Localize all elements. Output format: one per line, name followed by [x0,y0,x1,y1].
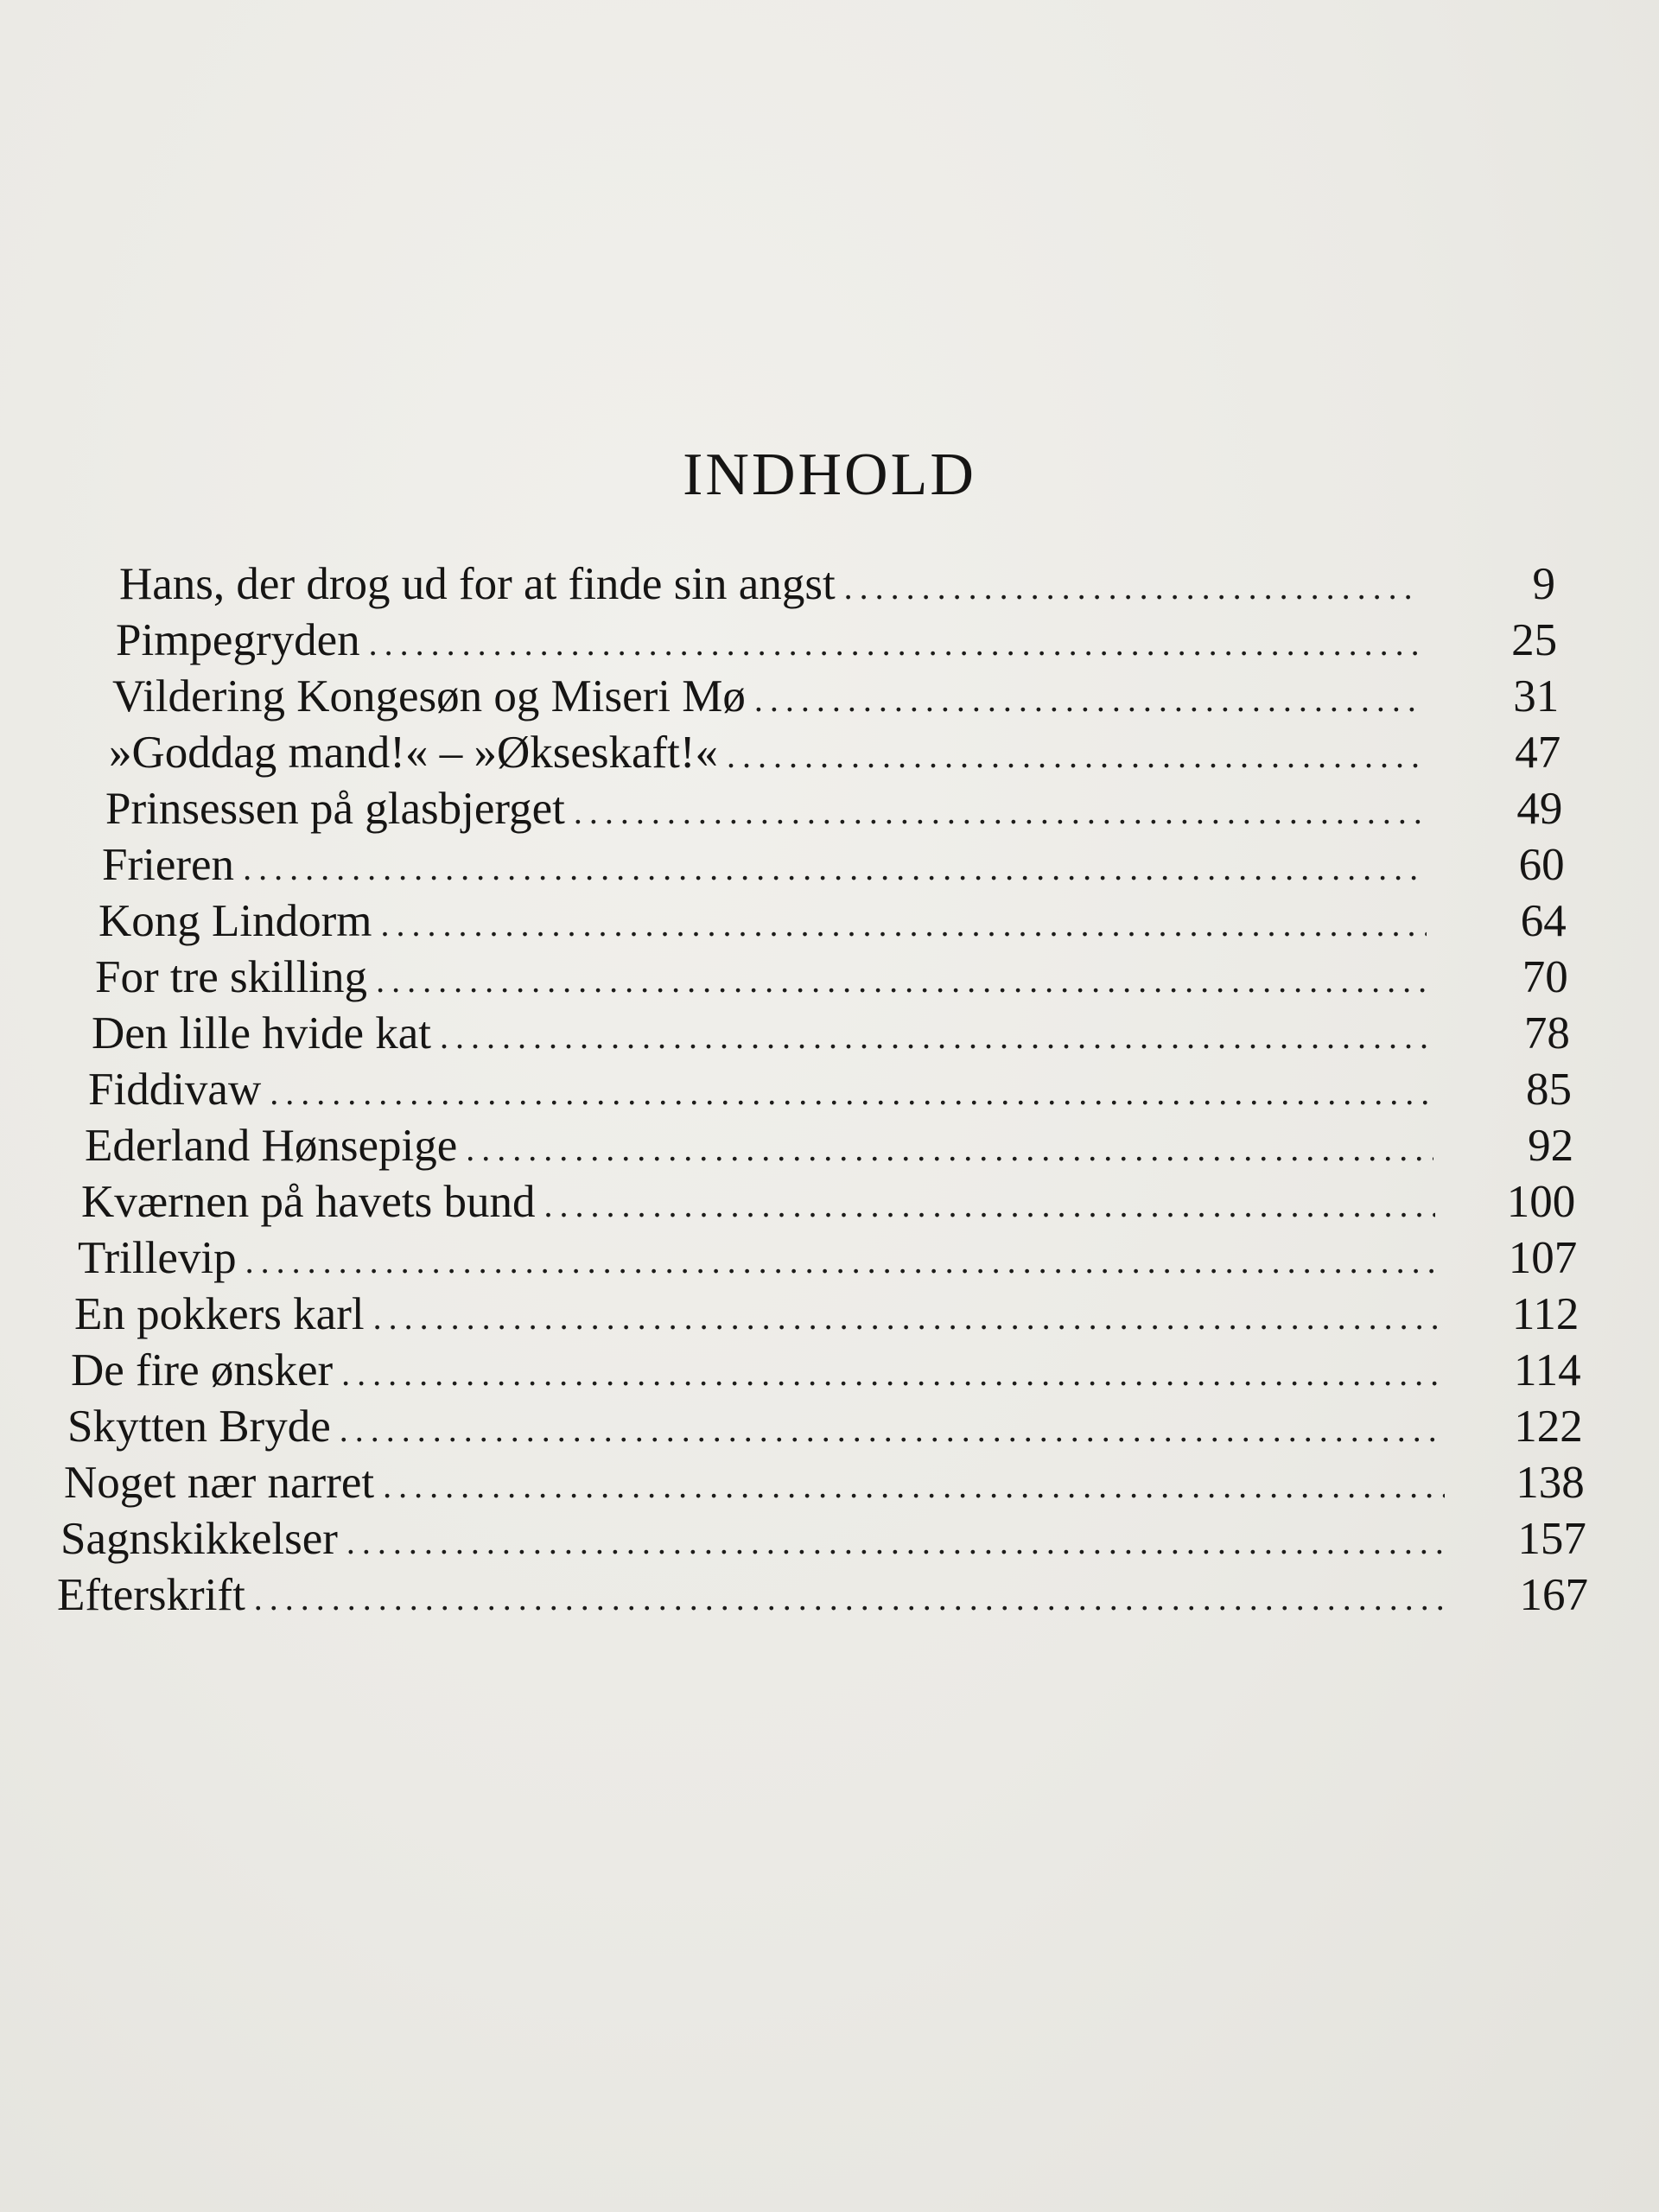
toc-entry [85,1119,1573,1176]
dot-leader [373,1291,1440,1344]
toc-entry-title: Kværnen på havets bund [81,1177,536,1227]
toc-entry [78,1231,1577,1288]
toc-entry-page: 114 [1514,1345,1581,1395]
toc-entry-title: Sagnskikkelser [60,1514,338,1564]
toc-entry [88,1063,1572,1120]
toc-entry [99,894,1567,951]
toc-entry-page: 9 [1532,559,1555,609]
toc-entry-title: Kong Lindorm [99,896,372,946]
toc-entry [71,1344,1581,1401]
toc-entry-page: 100 [1506,1177,1576,1227]
dot-leader [440,1010,1430,1064]
toc-entry-page: 157 [1517,1514,1586,1564]
toc-entry [74,1287,1579,1344]
toc-entry [119,557,1555,614]
toc-entry-title: For tre skilling [95,952,368,1002]
toc-entry [64,1456,1585,1513]
toc-entry-title: En pokkers karl [74,1289,365,1339]
dot-leader [376,954,1428,1007]
dot-leader [341,1347,1440,1401]
dot-leader [245,1235,1438,1288]
toc-entry [105,782,1562,839]
toc-entry-title: »Goddag mand!« – »Økseskaft!« [109,728,719,778]
toc-entry-page: 107 [1508,1233,1578,1283]
toc-entry [92,1007,1570,1064]
dot-leader [243,842,1425,895]
toc-entry-title: Hans, der drog ud for at finde sin angst [119,559,836,609]
dot-leader [383,1459,1445,1513]
toc-entry [112,670,1559,727]
toc-entry-title: Frieren [102,840,235,890]
toc-entry [81,1175,1575,1232]
toc-entry-page: 167 [1519,1570,1588,1620]
toc-entry-page: 92 [1528,1121,1574,1171]
toc-entry [67,1400,1583,1457]
toc-entry-page: 138 [1516,1458,1585,1508]
toc-entry-title: Ederland Hønsepige [85,1121,458,1171]
dot-leader [754,673,1419,727]
dot-leader [543,1179,1435,1232]
toc-entry-title: Fiddivaw [88,1065,262,1115]
toc-entry-title: Pimpegryden [116,615,360,665]
toc-entry-title: Trillevip [78,1233,237,1283]
toc-entry-title: Vildering Kongesøn og Miseri Mø [112,671,746,721]
dot-leader [369,617,1417,671]
toc-entry-page: 112 [1511,1289,1580,1339]
toc-entry [102,838,1565,895]
toc-entry-page: 85 [1526,1065,1572,1115]
toc-entry-page: 31 [1513,671,1560,721]
toc-entry-page: 122 [1514,1402,1583,1452]
toc-entry-page: 60 [1518,840,1565,890]
toc-entry-page: 70 [1522,952,1568,1002]
page-title: INDHOLD [683,442,976,508]
toc-entry-title: De fire ønsker [71,1345,334,1395]
toc-entry [116,613,1557,671]
toc-entry-page: 47 [1515,728,1561,778]
dot-leader [381,898,1427,951]
toc-entry-title: Efterskrift [57,1570,245,1620]
toc-entry-page: 64 [1520,896,1567,946]
dot-leader [254,1572,1448,1625]
toc-entry [95,950,1568,1007]
toc-entry-title: Prinsessen på glasbjerget [105,784,565,834]
dot-leader [844,561,1415,614]
toc-entry-title: Noget nær narret [64,1458,375,1508]
toc-entry [109,726,1560,783]
toc-entry-title: Den lille hvide kat [92,1008,431,1058]
toc-entry-title: Skytten Bryde [67,1402,331,1452]
toc-entry-page: 78 [1523,1008,1570,1058]
dot-leader [346,1516,1446,1569]
dot-leader [574,785,1423,839]
dot-leader [270,1066,1432,1120]
dot-leader [340,1403,1443,1457]
toc-entry-page: 25 [1511,615,1558,665]
dot-leader [727,729,1421,783]
dot-leader [466,1122,1433,1176]
toc-entry [60,1512,1586,1569]
toc-entry-page: 49 [1516,784,1563,834]
toc-entry [57,1568,1588,1625]
